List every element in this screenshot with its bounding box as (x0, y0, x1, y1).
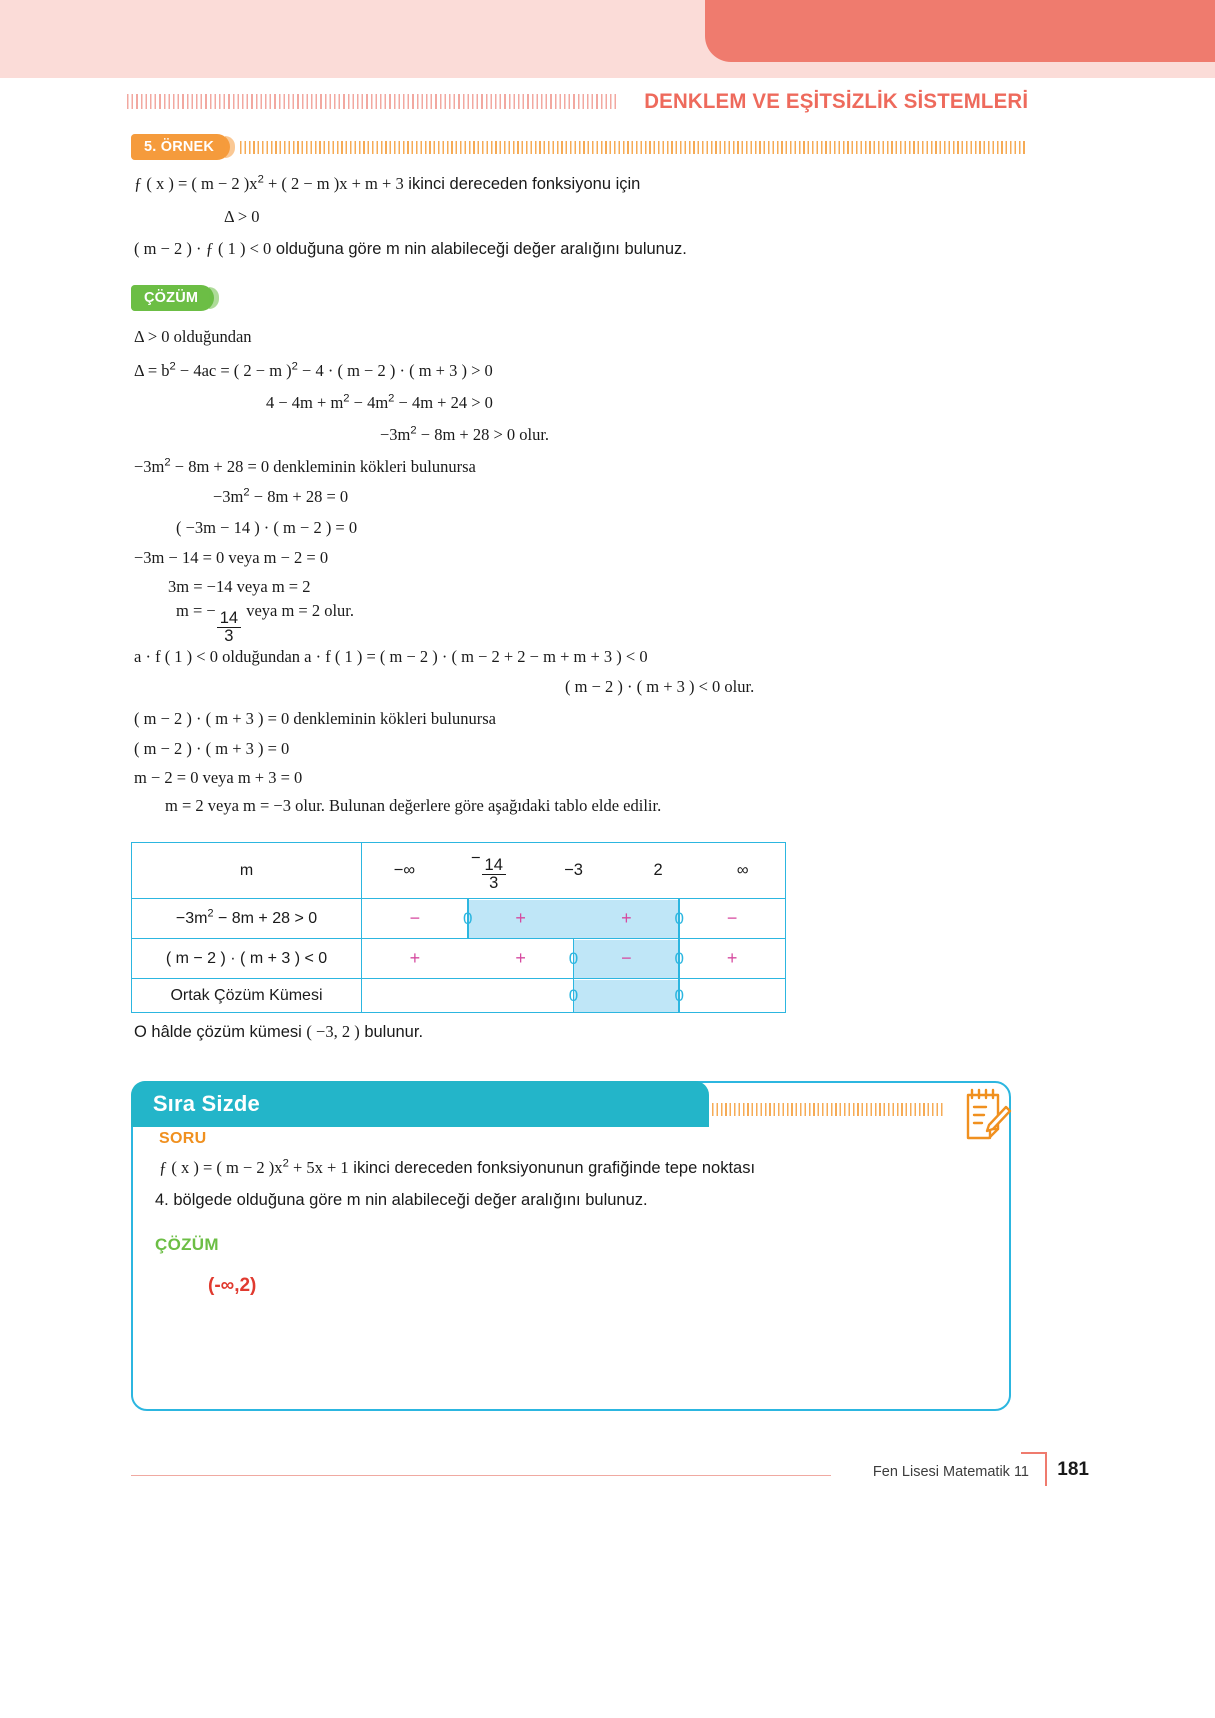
expand-exp-1: 2 (343, 392, 350, 405)
row-cells-product: + + 0 − 0 + (362, 939, 786, 979)
row1-label-2: − 8m + 28 > 0 (213, 909, 318, 927)
sign-table (131, 842, 786, 1013)
solution-line-10 (176, 602, 354, 645)
roots-eq-2: − 8m + 28 = 0 (249, 487, 349, 506)
question-text-1: ikinci dereceden fonksiyonunun grafiğinde tepe noktası (353, 1159, 756, 1177)
question-exponent: 2 (282, 1157, 289, 1170)
sign-table-variable: m (239, 861, 254, 879)
page-number: 181 (1057, 1459, 1089, 1480)
solution-line-3 (266, 394, 493, 413)
cell-sign: + (726, 948, 738, 968)
cell-sign: + (468, 900, 574, 938)
cell-sign (574, 980, 680, 1012)
product-ineq: ( m − 2 ) · ( m + 3 ) < 0 olur. (565, 677, 755, 696)
row3-label: Ortak Çözüm Kümesi (170, 986, 323, 1004)
cell-sign (468, 980, 574, 1012)
sign-table-row-quadratic (132, 899, 786, 939)
solution-tag-row (131, 285, 214, 311)
solution-line-4 (380, 426, 549, 445)
row-label-product (132, 939, 362, 979)
discriminant-exp-1: 2 (169, 360, 176, 373)
factored-eq: ( −3m − 14 ) · ( m − 2 ) = 0 (176, 518, 358, 537)
soru-label: SORU (159, 1130, 207, 1147)
boundary-neg-14-3 (447, 849, 532, 892)
footer-separator (1045, 1452, 1047, 1486)
question-formula-2: + 5x + 1 (288, 1158, 349, 1177)
row1-label-1: −3m (175, 909, 208, 927)
example-tag-row (131, 134, 1026, 160)
boundary-frac-sign: − (470, 848, 481, 867)
example-condition: ( m − 2 ) · ƒ ( 1 ) < 0 (134, 239, 272, 258)
row2-label: ( m − 2 ) · ( m + 3 ) < 0 (165, 949, 328, 967)
example-tag: 5. ÖRNEK (131, 134, 230, 160)
solution-line-8 (134, 549, 328, 568)
boundary-fraction (482, 857, 506, 892)
solution-line-12 (565, 678, 754, 697)
roots-intro-2: − 8m + 28 = 0 denkleminin kökleri bulunursa (170, 457, 476, 476)
solution-line-6 (213, 488, 348, 507)
solution-line-16 (165, 797, 661, 816)
expand-exp-2: 2 (388, 392, 395, 405)
footer-tick (1021, 1452, 1047, 1454)
product-split: m − 2 = 0 veya m + 3 = 0 (134, 768, 303, 787)
expand-expr-2: − 4m (349, 393, 389, 412)
boundary-two: 2 (653, 861, 663, 879)
example-text-2: olduğuna göre m nin alabileceği değer aralığını bulunuz. (275, 240, 687, 258)
expand-expr-3: − 4m + 24 > 0 (394, 393, 493, 412)
conclusion-text-2: bulunur. (364, 1023, 424, 1041)
example-line-3 (134, 240, 687, 259)
example-formula: ƒ ( x ) = ( m − 2 )x (134, 174, 258, 193)
notepad-pencil-icon (960, 1085, 1012, 1147)
cell-sign: + (409, 948, 421, 968)
page-header (127, 86, 1028, 116)
row-cells-common-solution: 0 0 (362, 979, 786, 1013)
example-line-1 (134, 175, 640, 194)
sira-sizde-box (131, 1081, 1011, 1411)
root-value-suffix: veya m = 2 olur. (242, 601, 355, 620)
example-formula-rest: + ( 2 − m )x + m + 3 (263, 174, 404, 193)
product-eq: ( m − 2 ) · ( m + 3 ) = 0 (134, 739, 290, 758)
example-text-1: ikinci dereceden fonksiyonu için (408, 175, 641, 193)
page-title: DENKLEM VE EŞİTSİZLİK SİSTEMLERİ (644, 88, 1028, 113)
sign-table-row-common (132, 979, 786, 1013)
footer-book-title: Fen Lisesi Matematik 11 (872, 1464, 1029, 1480)
quad-ineq-2: − 8m + 28 > 0 olur. (416, 425, 550, 444)
cell-sign: − (726, 908, 738, 928)
boundary-neg-infinity: −∞ (393, 861, 415, 879)
discriminant-expr-3: − 4 · ( m − 2 ) · ( m + 3 ) > 0 (297, 361, 493, 380)
quad-ineq-exp: 2 (410, 424, 417, 437)
fraction-denominator: 3 (224, 627, 234, 646)
boundary-minus-three: −3 (564, 861, 583, 879)
table-intro: m = 2 veya m = −3 olur. Bulunan değerlere göre aşağıdaki tablo elde edilir. (165, 796, 662, 815)
sign-table-variable-cell (132, 843, 362, 899)
solution-line-11 (134, 648, 648, 667)
solution-line-1 (134, 328, 252, 347)
row1-label-exp: 2 (207, 907, 214, 920)
example-hatch-decor (240, 141, 1026, 154)
example-exponent: 2 (257, 173, 264, 186)
roots-eq-1: −3m (213, 487, 244, 506)
conclusion-text-1: O hâlde çözüm kümesi (134, 1023, 302, 1041)
solution-text-1: Δ > 0 olduğundan (134, 327, 252, 346)
fraction-14-3 (217, 610, 241, 645)
factor-split: −3m − 14 = 0 veya m − 2 = 0 (134, 548, 329, 567)
solution-line-7 (176, 519, 357, 538)
discriminant-exp-2: 2 (291, 360, 298, 373)
cell-sign: − (574, 940, 680, 978)
solution-line-13 (134, 710, 496, 729)
sign-table-header-row (132, 843, 786, 899)
fraction-numerator: 14 (217, 610, 241, 628)
roots-eq-exp: 2 (243, 486, 250, 499)
roots-intro-exp: 2 (164, 456, 171, 469)
footer-rule (131, 1475, 831, 1476)
boundary-frac-num: 14 (482, 857, 506, 875)
cell-sign: + (515, 948, 526, 968)
roots-intro-1: −3m (134, 457, 165, 476)
product-roots-intro: ( m − 2 ) · ( m + 3 ) = 0 denkleminin kökleri bulunursa (134, 709, 496, 728)
sign-table-row-product (132, 939, 786, 979)
sira-question-line-2 (155, 1191, 648, 1210)
conclusion-line (134, 1023, 423, 1042)
sira-cozum-label: ÇÖZÜM (155, 1235, 219, 1254)
row-label-quadratic (132, 899, 362, 939)
cell-sign: + (574, 900, 680, 938)
delta-condition: Δ > 0 (224, 207, 260, 226)
row-label-common-solution (132, 979, 362, 1013)
boundary-pos-infinity: ∞ (736, 861, 749, 879)
sira-question-line-1 (159, 1159, 755, 1178)
discriminant-expr-2: − 4ac = ( 2 − m ) (175, 361, 292, 380)
cell-sign (362, 980, 468, 1012)
solve-step: 3m = −14 veya m = 2 (168, 577, 311, 596)
top-corner-tab (705, 0, 1215, 62)
row-cells-quadratic: − 0 + + 0 − (362, 899, 786, 939)
root-value-prefix: m = − (176, 601, 216, 620)
solution-line-9 (168, 578, 310, 597)
sira-answer: (-∞,2) (208, 1275, 257, 1296)
cell-sign (679, 980, 785, 1012)
solution-line-2 (134, 362, 493, 381)
example-line-2 (224, 208, 260, 227)
question-text-2: 4. bölgede olduğuna göre m nin alabileceği değer aralığını bulunuz. (155, 1191, 648, 1209)
sira-sizde-hatch-decor (712, 1103, 944, 1116)
discriminant-expr: Δ = b (134, 361, 170, 380)
boundary-frac-den: 3 (489, 874, 499, 893)
sign-table-boundaries-cell (362, 843, 786, 899)
header-hatch-decor (127, 94, 616, 109)
quad-ineq-1: −3m (380, 425, 411, 444)
sira-sizde-header (131, 1081, 709, 1127)
solution-line-5 (134, 458, 476, 477)
solution-interval: ( −3, 2 ) (306, 1022, 360, 1041)
sira-sizde-title: Sıra Sizde (152, 1090, 260, 1116)
solution-line-15 (134, 769, 302, 788)
expand-expr-1: 4 − 4m + m (266, 393, 344, 412)
solution-line-14 (134, 740, 289, 759)
question-formula-1: ƒ ( x ) = ( m − 2 )x (159, 1158, 283, 1177)
cell-sign: − (409, 908, 421, 928)
solution-tag: ÇÖZÜM (131, 285, 214, 311)
af1-condition: a · f ( 1 ) < 0 olduğundan a · f ( 1 ) = ( m − 2 ) · ( m − 2 + 2 − m + m + 3 ) < 0 (134, 647, 648, 666)
